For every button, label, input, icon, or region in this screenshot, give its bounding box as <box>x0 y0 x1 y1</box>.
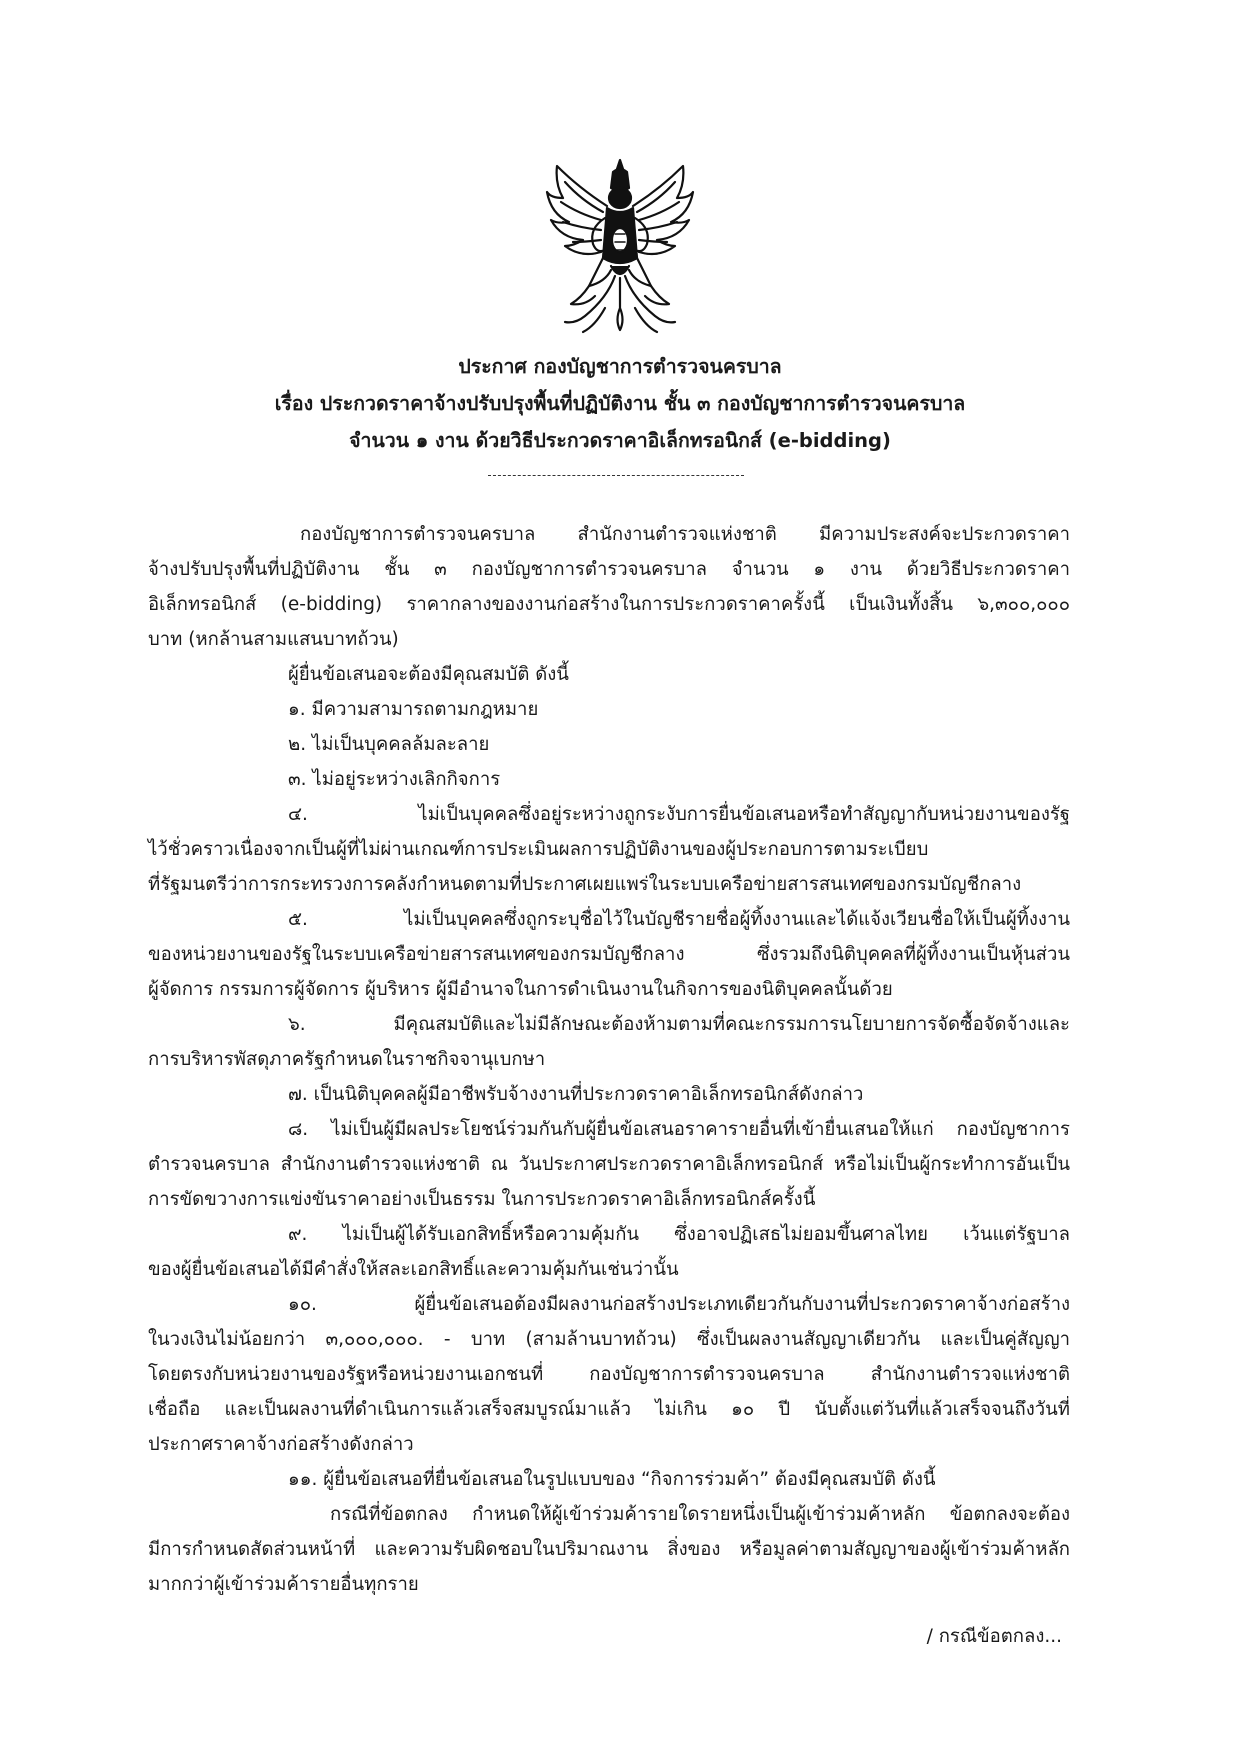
list-item: ๒. ไม่เป็นบุคคลล้มละลาย <box>288 734 490 755</box>
body-line: บาท (หกล้านสามแสนบาทถ้วน) <box>148 629 399 650</box>
list-item: ๙. ไม่เป็นผู้ได้รับเอกสิทธิ์หรือความคุ้มกัน ซึ่งอาจปฏิเสธไม่ยอมขึ้นศาลไทย เว้นแต่รัฐบาล <box>288 1224 1070 1245</box>
body-line: ผู้จัดการ กรรมการผู้จัดการ ผู้บริหาร ผู้มีอำนาจในการดำเนินงานในกิจการของนิติบุคคลนั้นด้วย <box>148 979 893 1000</box>
body-line: การบริหารพัสดุภาครัฐกำหนดในราชกิจจานุเบกษา <box>148 1049 546 1070</box>
body-line: ตำรวจนครบาล สำนักงานตำรวจแห่งชาติ ณ วันประกาศประกวดราคาอิเล็กทรอนิกส์ หรือไม่เป็นผู้กระทำการอันเป็น <box>148 1154 1070 1175</box>
qualifications-intro: ผู้ยื่นข้อเสนอจะต้องมีคุณสมบัติ ดังนี้ <box>288 664 569 685</box>
body-line: ประกาศราคาจ้างก่อสร้างดังกล่าว <box>148 1434 414 1455</box>
list-item: ๔. ไม่เป็นบุคคลซึ่งอยู่ระหว่างถูกระงับการยื่นข้อเสนอหรือทำสัญญากับหน่วยงานของรัฐ <box>288 804 1070 825</box>
body-line: กรณีที่ข้อตกลง กำหนดให้ผู้เข้าร่วมค้ารายใดรายหนึ่งเป็นผู้เข้าร่วมค้าหลัก ข้อตกลงจะต้อง <box>330 1504 1070 1525</box>
list-item: ๑. มีความสามารถตามกฎหมาย <box>288 699 539 720</box>
body-line: มีการกำหนดสัดส่วนหน้าที่ และความรับผิดชอบในปริมาณงาน สิ่งของ หรือมูลค่าตามสัญญาของผู้เข้าร่วมค้าหลัก <box>148 1539 1070 1560</box>
list-item: ๘. ไม่เป็นผู้มีผลประโยชน์ร่วมกันกับผู้ยื่นข้อเสนอราคารายอื่นที่เข้ายื่นเสนอให้แก่ กองบัญชาการ <box>288 1119 1070 1140</box>
list-item: ๑๑. ผู้ยื่นข้อเสนอที่ยื่นข้อเสนอในรูปแบบของ “กิจการร่วมค้า” ต้องมีคุณสมบัติ ดังนี้ <box>288 1469 936 1490</box>
garuda-emblem-icon <box>545 158 695 336</box>
list-item: ๕. ไม่เป็นบุคคลซึ่งถูกระบุชื่อไว้ในบัญชีรายชื่อผู้ทิ้งงานและได้แจ้งเวียนชื่อให้เป็นผู้ทิ้งงาน <box>288 909 1070 930</box>
list-item: ๗. เป็นนิติบุคคลผู้มีอาชีพรับจ้างงานที่ประกวดราคาอิเล็กทรอนิกส์ดังกล่าว <box>288 1084 864 1105</box>
body-line: ในวงเงินไม่น้อยกว่า ๓,๐๐๐,๐๐๐. - บาท (สามล้านบาทถ้วน) ซึ่งเป็นผลงานสัญญาเดียวกัน และเป็นคู่สัญญา <box>148 1329 1070 1350</box>
announcement-title: ประกาศ กองบัญชาการตำรวจนครบาล <box>458 355 782 378</box>
announcement-subject-cont: จำนวน ๑ งาน ด้วยวิธีประกวดราคาอิเล็กทรอนิกส์ (e-bidding) <box>349 429 891 452</box>
title-separator <box>488 475 744 476</box>
body-line: ไว้ชั่วคราวเนื่องจากเป็นผู้ที่ไม่ผ่านเกณฑ์การประเมินผลการปฏิบัติงานของผู้ประกอบการตามระเบียบ <box>148 839 929 860</box>
body-line: ของผู้ยื่นข้อเสนอได้มีคำสั่งให้สละเอกสิทธิ์และความคุ้มกันเช่นว่านั้น <box>148 1259 679 1280</box>
body-line: อิเล็กทรอนิกส์ (e-bidding) ราคากลางของงานก่อสร้างในการประกวดราคาครั้งนี้ เป็นเงินทั้งสิ้น ๖,๓๐๐,๐๐๐ <box>148 594 1070 615</box>
list-item: ๖. มีคุณสมบัติและไม่มีลักษณะต้องห้ามตามที่คณะกรรมการนโยบายการจัดซื้อจัดจ้างและ <box>288 1014 1070 1035</box>
body-line: เชื่อถือ และเป็นผลงานที่ดำเนินการแล้วเสร็จสมบูรณ์มาแล้ว ไม่เกิน ๑๐ ปี นับตั้งแต่วันที่แล้วเสร็จจนถึงวันที่ <box>148 1399 1070 1420</box>
body-line: การขัดขวางการแข่งขันราคาอย่างเป็นธรรม ในการประกวดราคาอิเล็กทรอนิกส์ครั้งนี้ <box>148 1189 816 1210</box>
list-item: ๑๐. ผู้ยื่นข้อเสนอต้องมีผลงานก่อสร้างประเภทเดียวกันกับงานที่ประกวดราคาจ้างก่อสร้าง <box>288 1294 1070 1315</box>
body-line: ของหน่วยงานของรัฐในระบบเครือข่ายสารสนเทศของกรมบัญชีกลาง ซึ่งรวมถึงนิติบุคคลที่ผู้ทิ้งงานเป็นหุ้นส่วน <box>148 944 1070 965</box>
body-line: จ้างปรับปรุงพื้นที่ปฏิบัติงาน ชั้น ๓ กองบัญชาการตำรวจนครบาล จำนวน ๑ งาน ด้วยวิธีประกวดราคา <box>148 559 1070 580</box>
body-line: มากกว่าผู้เข้าร่วมค้ารายอื่นทุกราย <box>148 1574 419 1595</box>
list-item: ๓. ไม่อยู่ระหว่างเลิกกิจการ <box>288 769 501 790</box>
continuation-marker: / กรณีข้อตกลง... <box>926 1626 1062 1647</box>
body-line: กองบัญชาการตำรวจนครบาล สำนักงานตำรวจแห่งชาติ มีความประสงค์จะประกวดราคา <box>300 524 1070 545</box>
body-line: โดยตรงกับหน่วยงานของรัฐหรือหน่วยงานเอกชนที่ กองบัญชาการตำรวจนครบาล สำนักงานตำรวจแห่งชาติ <box>148 1364 1070 1385</box>
announcement-subject: เรื่อง ประกวดราคาจ้างปรับปรุงพื้นที่ปฏิบัติงาน ชั้น ๓ กองบัญชาการตำรวจนครบาล <box>274 392 966 415</box>
body-line: ที่รัฐมนตรีว่าการกระทรวงการคลังกำหนดตามที่ประกาศเผยแพร่ในระบบเครือข่ายสารสนเทศของกรมบัญชีกลาง <box>148 874 1022 895</box>
